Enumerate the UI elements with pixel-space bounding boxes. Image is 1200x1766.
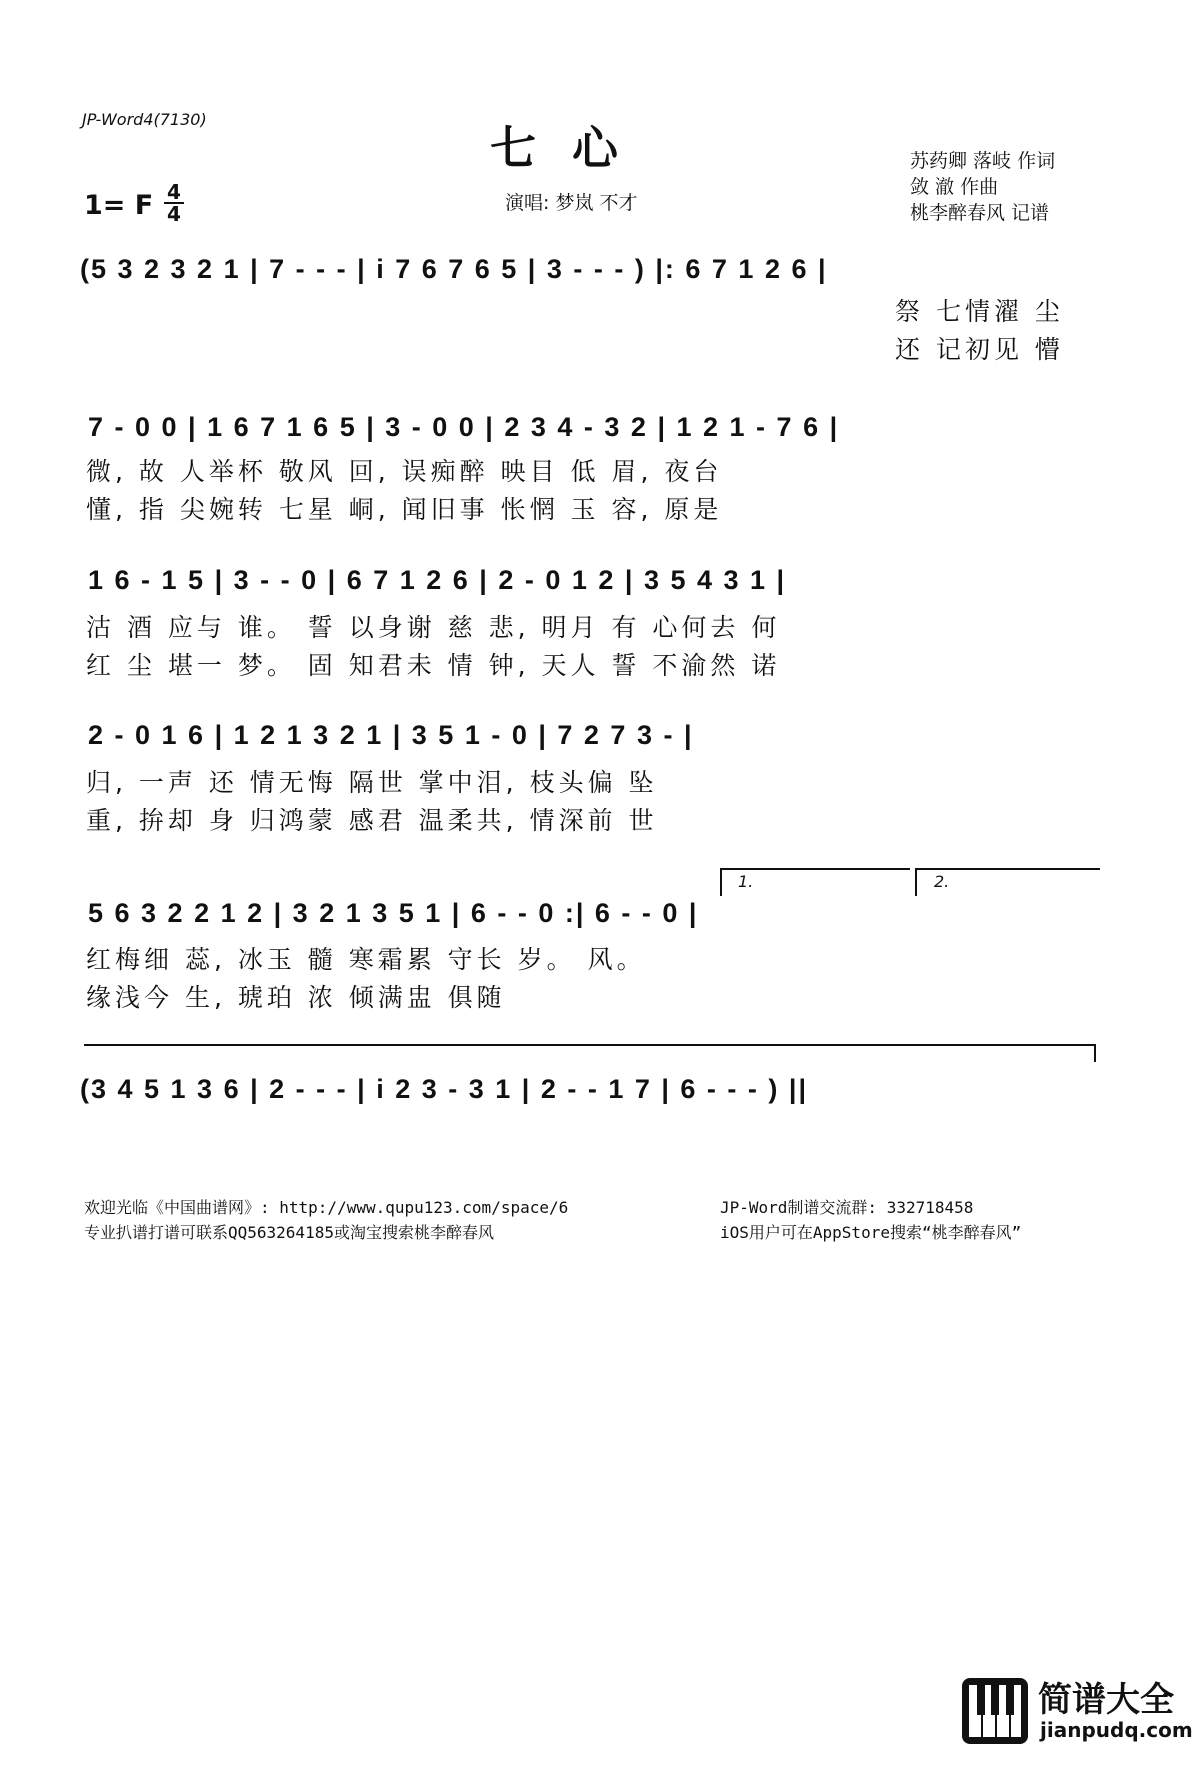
volta-bracket-2 [915,868,1100,870]
footer-left-line-2: 专业扒谱打谱可联系QQ563264185或淘宝搜索桃李醉春风 [84,1223,494,1242]
time-signature-top: 4 [167,180,181,204]
notation-line-6: (3 4 5 1 3 6 | 2 - - - | i 2 3 - 3 1 | 2 - - 1 7 | 6 - - - ) || [80,1074,809,1104]
watermark-logo [960,1670,1193,1755]
footer-right-line-2: iOS用户可在AppStore搜索“桃李醉春风” [720,1223,1022,1242]
watermark-logo-text: 简谱大全 [1038,1680,1174,1720]
lyric-line-5-verse-2: 缘浅今 生, 琥珀 浓 倾满盅 俱随 [86,983,506,1012]
credit-composer: 敛 澈 作曲 [910,176,999,198]
outro-bracket [84,1044,1096,1046]
piano-keys-icon [960,1676,1030,1746]
footer-left-line-1: 欢迎光临《中国曲谱网》: http://www.qupu123.com/space/6 [84,1198,569,1217]
lyric-line-2-verse-2: 懂, 指 尖婉转 七星 峒, 闻旧事 怅惘 玉 容, 原是 [86,495,723,524]
lyric-line-3-verse-1: 沽 酒 应与 谁。 誓 以身谢 慈 悲, 明月 有 心何去 何 [86,613,781,642]
notation-line-4: 2 - 0 1 6 | 1 2 1 3 2 1 | 3 5 1 - 0 | 7 2 7 3 - | [88,720,694,750]
lyric-line-4-verse-1: 归, 一声 还 情无悔 隔世 掌中泪, 枝头偏 坠 [86,768,658,797]
volta-bracket-1 [720,868,910,870]
notation-line-2: 7 - 0 0 | 1 6 7 1 6 5 | 3 - 0 0 | 2 3 4 - 3 2 | 1 2 1 - 7 6 | [88,412,840,442]
credit-lyricist: 苏药卿 落岐 作词 [910,150,1056,172]
key-signature: 1= F [84,190,154,221]
lyric-line-3-verse-2: 红 尘 堪一 梦。 固 知君未 情 钟, 天人 誓 不渝然 诺 [86,651,781,680]
lyric-line-1-verse-1: 祭 七情濯 尘 [895,297,1064,326]
watermark-url: jianpudq.com [1040,1718,1193,1742]
notation-line-1: (5 3 2 3 2 1 | 7 - - - | i 7 6 7 6 5 | 3 - - - ) |: 6 7 1 2 6 | [80,254,828,284]
credit-transcriber: 桃李醉春风 记谱 [910,202,1050,224]
lyric-line-2-verse-1: 微, 故 人举杯 敬风 回, 误痴醉 映目 低 眉, 夜台 [86,457,723,486]
notation-line-5: 5 6 3 2 2 1 2 | 3 2 1 3 5 1 | 6 - - 0 :| 6 - - 0 | [88,898,699,928]
time-signature [163,182,185,224]
performer: 演唱: 梦岚 不才 [505,192,638,214]
volta-label-1: 1. [738,872,754,891]
lyric-line-1-verse-2: 还 记初见 懵 [895,335,1064,364]
volta-label-2: 2. [934,872,950,891]
lyric-line-4-verse-2: 重, 拚却 身 归鸿蒙 感君 温柔共, 情深前 世 [86,806,658,835]
lyric-line-5-verse-1: 红梅细 蕊, 冰玉 髓 寒霜累 守长 岁。 风。 [86,945,646,974]
song-title: 七 心 [490,121,629,175]
notation-line-3: 1 6 - 1 5 | 3 - - 0 | 6 7 1 2 6 | 2 - 0 1 2 | 3 5 4 3 1 | [88,565,787,595]
software-label: JP-Word4(7130) [82,110,207,129]
footer-right-line-1: JP-Word制谱交流群: 332718458 [720,1198,974,1217]
time-signature-bottom: 4 [167,202,181,226]
